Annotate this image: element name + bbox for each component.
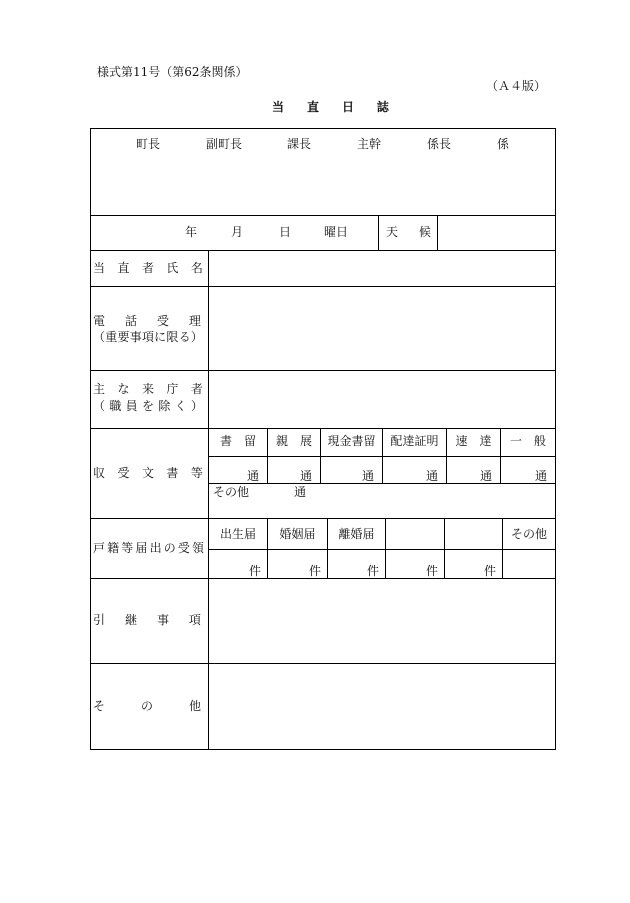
label-glyph: 戸: [93, 541, 106, 555]
label-glyph: [105, 261, 117, 275]
document-type-label: 速 達: [455, 434, 492, 448]
handover-label: [93, 613, 201, 627]
label-glyph: 理: [188, 314, 201, 328]
date-year-label: 年: [184, 225, 197, 239]
label-glyph: 領: [191, 541, 204, 555]
label-glyph: 受: [156, 314, 169, 328]
date-weekday-label: 曜日: [323, 225, 348, 239]
label-glyph: 主: [93, 382, 106, 396]
documents-label: [93, 466, 203, 480]
label-glyph: 来: [141, 382, 154, 396]
label-glyph: 項: [141, 330, 154, 344]
document-type-label: 一 般: [509, 434, 546, 448]
label-glyph: を: [141, 399, 154, 413]
label-glyph: に: [154, 330, 167, 344]
phone-log-note: [93, 330, 203, 344]
label-glyph: 日: [341, 100, 354, 114]
row-divider: [90, 578, 556, 579]
label-glyph: 当: [93, 261, 106, 275]
label-column-divider: [208, 250, 209, 749]
other-notes-label: [93, 699, 201, 713]
date-day-label: 日: [278, 225, 291, 239]
label-glyph: 受: [177, 541, 190, 555]
document-count-unit: 通: [534, 469, 547, 483]
label-glyph: 他: [188, 699, 201, 713]
label-glyph: 氏: [166, 261, 179, 275]
registry-count-unit: 件: [308, 564, 321, 578]
label-glyph: 限: [166, 330, 179, 344]
form-number-label: 様式第11号（第62条関係）: [97, 65, 248, 79]
label-glyph: 文: [141, 466, 154, 480]
approval-label-chief-officer: 主幹: [356, 137, 381, 151]
label-glyph: 者: [141, 261, 154, 275]
label-glyph: [130, 261, 142, 275]
row-divider: [90, 663, 556, 664]
row-divider: [90, 428, 556, 429]
document-other-label: その他: [213, 485, 250, 499]
label-glyph: 等: [121, 541, 134, 555]
label-glyph: 書: [166, 466, 179, 480]
registry-count-unit: 件: [483, 564, 496, 578]
document-type-label: 現金書留: [327, 434, 376, 448]
label-glyph: [154, 261, 166, 275]
label-glyph: [179, 466, 191, 480]
weather-label: [386, 225, 431, 239]
label-glyph: [173, 613, 185, 627]
label-glyph: 当: [272, 100, 285, 114]
document-count-unit: 通: [246, 469, 259, 483]
label-glyph: （: [93, 330, 106, 344]
label-glyph: （: [93, 399, 106, 413]
label-glyph: 除: [158, 399, 171, 413]
row-divider: [90, 518, 556, 519]
label-glyph: [141, 314, 153, 328]
cell-divider: [208, 483, 556, 484]
date-month-label: 月: [230, 225, 243, 239]
label-glyph: 項: [188, 613, 201, 627]
registry-type-label: 離婚届: [338, 527, 375, 541]
label-glyph: [130, 382, 142, 396]
column-divider: [437, 215, 438, 250]
label-glyph: な: [117, 382, 130, 396]
label-glyph: ）: [190, 399, 203, 413]
registry-count-unit: 件: [425, 564, 438, 578]
label-glyph: [154, 382, 166, 396]
label-glyph: 籍: [107, 541, 120, 555]
label-glyph: 電: [93, 314, 106, 328]
registry-label: [93, 541, 204, 555]
registry-type-label: 出生届: [219, 527, 256, 541]
label-glyph: [402, 225, 414, 239]
label-glyph: 出: [149, 541, 162, 555]
label-glyph: 庁: [166, 382, 179, 396]
label-glyph: 話: [124, 314, 137, 328]
approval-label-staff: 係: [496, 137, 509, 151]
document-type-label: 親 展: [275, 434, 312, 448]
label-glyph: く: [174, 399, 187, 413]
label-glyph: [130, 466, 142, 480]
label-glyph: 等: [190, 466, 203, 480]
label-glyph: 直: [306, 100, 319, 114]
label-glyph: 要: [117, 330, 130, 344]
label-glyph: 届: [135, 541, 148, 555]
visitors-note: [93, 399, 203, 413]
label-glyph: [109, 314, 121, 328]
label-glyph: 天: [386, 225, 399, 239]
registry-count-unit: 件: [248, 564, 261, 578]
label-glyph: [324, 100, 336, 114]
cell-divider: [208, 549, 556, 550]
label-glyph: [179, 382, 191, 396]
label-glyph: 員: [125, 399, 138, 413]
label-glyph: [117, 699, 129, 713]
label-glyph: 事: [156, 613, 169, 627]
label-glyph: [359, 100, 371, 114]
row-divider: [90, 250, 556, 251]
duty-officer-label: [93, 261, 203, 275]
label-glyph: [165, 699, 177, 713]
label-glyph: [141, 613, 153, 627]
label-glyph: ）: [190, 330, 203, 344]
label-glyph: 継: [124, 613, 137, 627]
label-glyph: の: [163, 541, 176, 555]
visitors-label: [93, 382, 203, 396]
approval-label-section-chief: 課長: [286, 137, 311, 151]
approval-label-subsection-chief: 係長: [426, 137, 451, 151]
label-glyph: 収: [93, 466, 106, 480]
label-glyph: 者: [190, 382, 203, 396]
label-glyph: の: [140, 699, 153, 713]
label-glyph: [179, 261, 191, 275]
label-glyph: 事: [129, 330, 142, 344]
label-glyph: そ: [93, 699, 106, 713]
document-type-label: 書 留: [219, 434, 256, 448]
label-glyph: 直: [117, 261, 130, 275]
document-count-unit: 通: [479, 469, 492, 483]
label-glyph: 受: [117, 466, 130, 480]
approval-label-deputy-mayor: 副町長: [205, 137, 242, 151]
document-other-unit: 通: [294, 485, 307, 499]
label-glyph: 重: [105, 330, 118, 344]
document-type-label: 配達証明: [390, 434, 439, 448]
column-divider: [378, 215, 379, 250]
label-glyph: [289, 100, 301, 114]
registry-type-label: 婚姻届: [279, 527, 316, 541]
row-divider: [90, 370, 556, 371]
label-glyph: る: [178, 330, 191, 344]
label-glyph: [173, 314, 185, 328]
label-glyph: 引: [93, 613, 106, 627]
label-glyph: 候: [418, 225, 431, 239]
document-title: [272, 100, 389, 114]
label-glyph: [154, 466, 166, 480]
document-count-unit: 通: [425, 469, 438, 483]
paper-size-label: （Ａ４版）: [485, 79, 546, 93]
label-glyph: 職: [109, 399, 122, 413]
registry-other-label: その他: [510, 527, 547, 541]
label-glyph: [105, 382, 117, 396]
approval-label-mayor: 町長: [135, 137, 160, 151]
row-divider: [90, 286, 556, 287]
document-count-unit: 通: [361, 469, 374, 483]
document-count-unit: 通: [299, 469, 312, 483]
label-glyph: 誌: [376, 100, 389, 114]
registry-count-unit: 件: [366, 564, 379, 578]
label-glyph: [109, 613, 121, 627]
phone-log-label: [93, 314, 201, 328]
row-divider: [90, 215, 556, 216]
label-glyph: 名: [190, 261, 203, 275]
label-glyph: [105, 466, 117, 480]
